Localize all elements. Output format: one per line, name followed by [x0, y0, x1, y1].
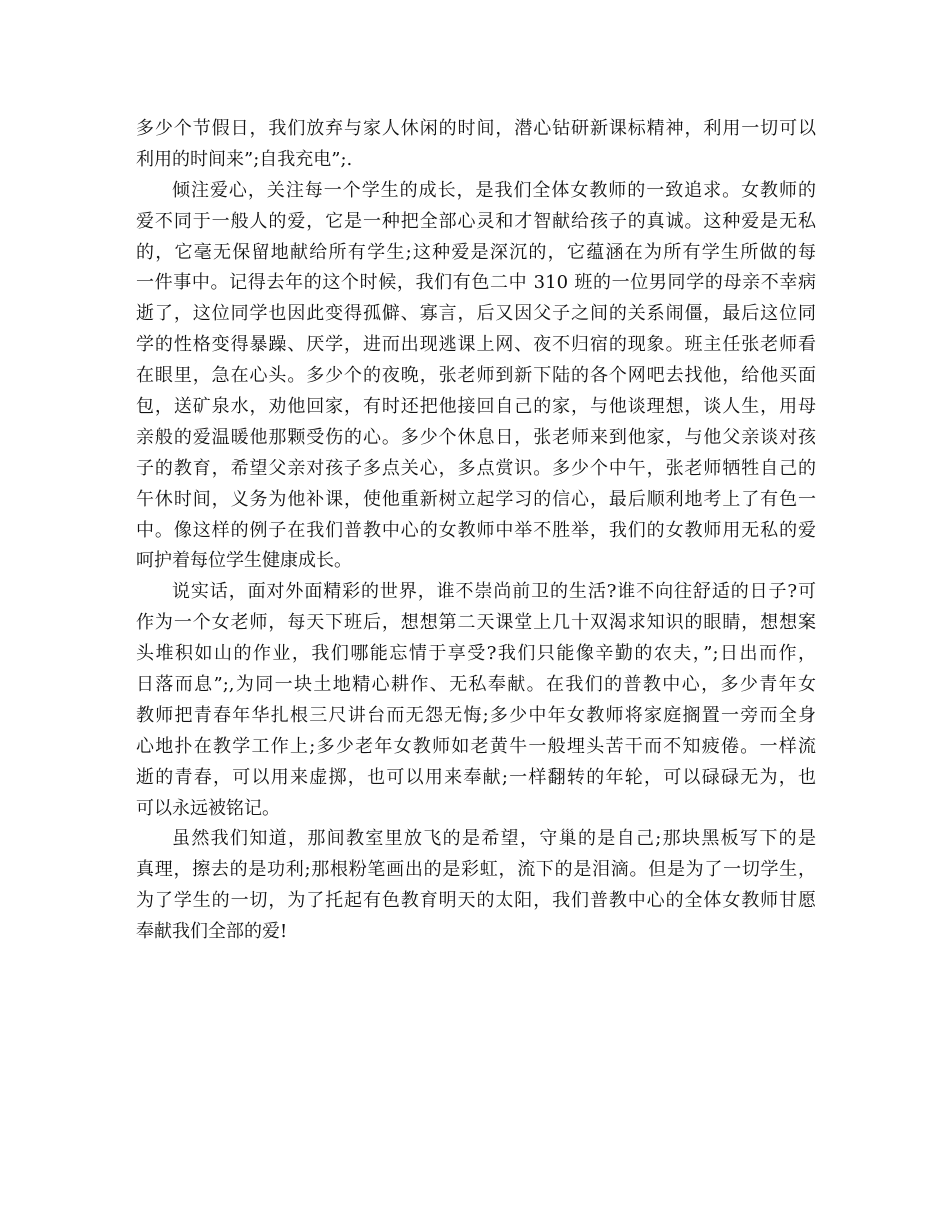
text-line: 虽然我们知道，那间教室里放飞的是希望，守巢的是自己;那块黑板写下的是: [172, 828, 816, 850]
text-line: 一件事中。记得去年的这个时候，我们有色二中 310 班的一位男同学的母亲不幸病: [136, 272, 816, 294]
paragraph: [136, 577, 816, 824]
text-line: 为了学生的一切，为了托起有色教育明天的太阳，我们普教中心的全体女教师甘愿: [136, 890, 816, 912]
text-line: 作为一个女老师，每天下班后，想想第二天课堂上几十双渴求知识的眼睛，想想案: [136, 612, 816, 634]
paragraph: [136, 114, 816, 176]
document-body: [136, 114, 816, 948]
text-line: 学的性格变得暴躁、厌学，进而出现逃课上网、夜不归宿的现象。班主任张老师看: [136, 334, 816, 356]
text-line: 午休时间，义务为他补课，使他重新树立起学习的信心，最后顺利地考上了有色一: [136, 488, 816, 510]
text-line: 可以永远被铭记。: [136, 797, 280, 819]
text-line: 说实话，面对外面精彩的世界，谁不崇尚前卫的生活?谁不向往舒适的日子?可: [172, 581, 816, 603]
text-line: 逝的青春，可以用来虚掷，也可以用来奉献;一样翻转的年轮，可以碌碌无为，也: [136, 766, 816, 788]
text-line: 真理，擦去的是功利;那根粉笔画出的是彩虹，流下的是泪滴。但是为了一切学生，: [136, 859, 816, 881]
text-line: 多少个节假日，我们放弃与家人休闲的时间，潜心钻研新课标精神，利用一切可以: [136, 118, 816, 139]
text-line: 奉献我们全部的爱!: [136, 921, 288, 943]
text-line: 教师把青春年华扎根三尺讲台而无怨无悔;多少中年女教师将家庭搁置一旁而全身: [136, 704, 816, 726]
text-line: 爱不同于一般人的爱，它是一种把全部心灵和才智献给孩子的真诚。这种爱是无私: [136, 210, 816, 232]
text-line: 包，送矿泉水，劝他回家，有时还把他接回自己的家，与他谈理想，谈人生，用母: [136, 396, 816, 418]
text-line: 亲般的爱温暖他那颗受伤的心。多少个休息日，张老师来到他家，与他父亲谈对孩: [136, 426, 816, 448]
text-line: 在眼里，急在心头。多少个的夜晚，张老师到新下陆的各个网吧去找他，给他买面: [136, 365, 816, 387]
text-line: 呵护着每位学生健康成长。: [136, 550, 352, 572]
text-line: 倾注爱心，关注每一个学生的成长，是我们全体女教师的一致追求。女教师的: [172, 179, 816, 201]
text-line: 的，它毫无保留地献给所有学生;这种爱是深沉的，它蕴涵在为所有学生所做的每: [136, 241, 816, 263]
text-line: 中。像这样的例子在我们普教中心的女教师中举不胜举，我们的女教师用无私的爱: [136, 519, 816, 541]
text-line: 子的教育，希望父亲对孩子多点关心，多点赏识。多少个中午，张老师牺牲自己的: [136, 457, 816, 479]
text-line: 头堆积如山的作业，我们哪能忘情于享受?我们只能像辛勤的农夫，”;日出而作，: [136, 643, 816, 665]
text-line: 心地扑在教学工作上;多少老年女教师如老黄牛一般埋头苦干而不知疲倦。一样流: [136, 735, 816, 757]
text-line: 日落而息”;,为同一块土地精心耕作、无私奉献。在我们的普教中心，多少青年女: [136, 674, 816, 696]
paragraph: [136, 824, 816, 948]
text-line: 逝了，这位同学也因此变得孤僻、寡言，后又因父子之间的关系闹僵，最后这位同: [136, 303, 816, 325]
paragraph: [136, 176, 816, 578]
text-line: 利用的时间来”;自我充电”;.: [136, 148, 353, 170]
